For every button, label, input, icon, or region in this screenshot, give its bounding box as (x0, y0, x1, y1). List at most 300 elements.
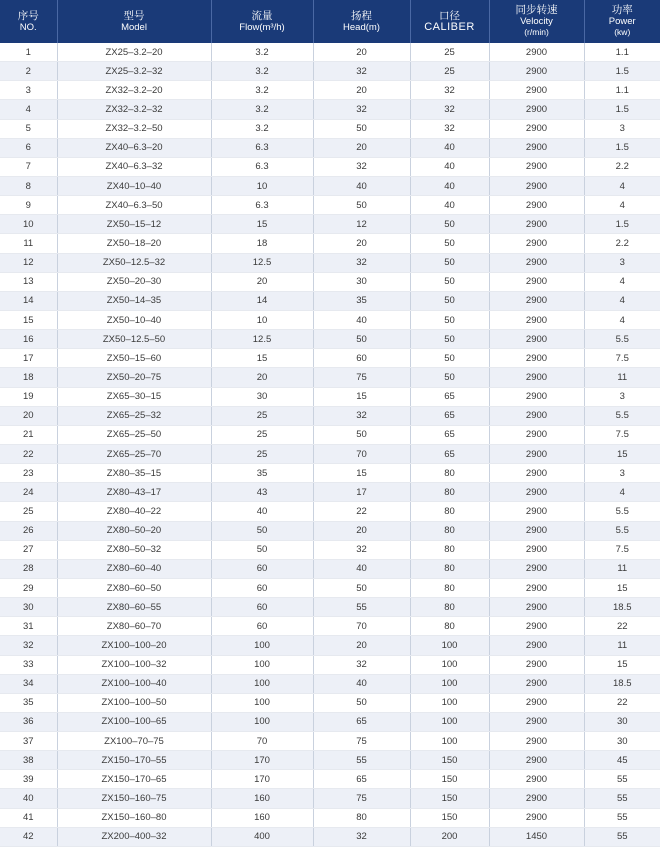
cell-power: 7.5 (584, 540, 660, 559)
cell-flow: 15 (211, 349, 313, 368)
cell-velocity: 2900 (489, 43, 584, 62)
table-row (0, 521, 660, 540)
cell-flow: 10 (211, 310, 313, 329)
cell-velocity: 2900 (489, 62, 584, 81)
cell-caliber: 25 (410, 43, 489, 62)
cell-caliber: 80 (410, 617, 489, 636)
cell-flow: 3.2 (211, 43, 313, 62)
table-row (0, 349, 660, 368)
cell-power: 30 (584, 732, 660, 751)
cell-velocity: 2900 (489, 349, 584, 368)
cell-velocity: 2900 (489, 521, 584, 540)
cell-power: 1.5 (584, 62, 660, 81)
cell-no: 18 (0, 368, 57, 387)
cell-flow: 35 (211, 464, 313, 483)
cell-power: 4 (584, 272, 660, 291)
table-row (0, 789, 660, 808)
header-model (57, 0, 211, 43)
table-row (0, 425, 660, 444)
cell-power: 2.2 (584, 234, 660, 253)
header-power (584, 0, 660, 43)
table-row (0, 176, 660, 195)
cell-model: ZX80–50–32 (57, 540, 211, 559)
cell-model: ZX32–3.2–50 (57, 119, 211, 138)
cell-model: ZX100–100–32 (57, 655, 211, 674)
cell-no: 17 (0, 349, 57, 368)
cell-no: 31 (0, 617, 57, 636)
header-caliber-en: CALIBER (411, 22, 489, 33)
cell-no: 39 (0, 770, 57, 789)
cell-head: 15 (313, 464, 410, 483)
cell-caliber: 50 (410, 310, 489, 329)
cell-head: 32 (313, 100, 410, 119)
cell-model: ZX100–100–65 (57, 712, 211, 731)
table-row (0, 598, 660, 617)
cell-no: 4 (0, 100, 57, 119)
cell-no: 26 (0, 521, 57, 540)
cell-power: 7.5 (584, 425, 660, 444)
cell-velocity: 2900 (489, 464, 584, 483)
cell-head: 15 (313, 387, 410, 406)
cell-caliber: 40 (410, 176, 489, 195)
header-caliber (410, 0, 489, 43)
cell-no: 33 (0, 655, 57, 674)
cell-velocity: 2900 (489, 444, 584, 463)
cell-model: ZX50–10–40 (57, 310, 211, 329)
cell-flow: 60 (211, 578, 313, 597)
cell-no: 28 (0, 559, 57, 578)
cell-flow: 160 (211, 789, 313, 808)
cell-power: 18.5 (584, 598, 660, 617)
cell-caliber: 50 (410, 215, 489, 234)
cell-head: 35 (313, 291, 410, 310)
cell-velocity: 2900 (489, 330, 584, 349)
cell-flow: 12.5 (211, 253, 313, 272)
cell-caliber: 25 (410, 62, 489, 81)
table-row (0, 291, 660, 310)
header-head-en: Head(m) (314, 22, 410, 33)
cell-power: 5.5 (584, 521, 660, 540)
cell-model: ZX150–170–55 (57, 751, 211, 770)
cell-model: ZX100–100–50 (57, 693, 211, 712)
cell-head: 32 (313, 540, 410, 559)
cell-flow: 15 (211, 215, 313, 234)
cell-power: 18.5 (584, 674, 660, 693)
cell-no: 6 (0, 138, 57, 157)
cell-flow: 20 (211, 272, 313, 291)
cell-velocity: 2900 (489, 559, 584, 578)
cell-no: 10 (0, 215, 57, 234)
cell-velocity: 2900 (489, 368, 584, 387)
cell-model: ZX40–6.3–50 (57, 196, 211, 215)
cell-velocity: 2900 (489, 674, 584, 693)
cell-caliber: 100 (410, 732, 489, 751)
cell-caliber: 80 (410, 559, 489, 578)
cell-caliber: 80 (410, 521, 489, 540)
cell-no: 23 (0, 464, 57, 483)
cell-no: 15 (0, 310, 57, 329)
cell-head: 30 (313, 272, 410, 291)
cell-no: 25 (0, 502, 57, 521)
table-row (0, 636, 660, 655)
cell-velocity: 2900 (489, 770, 584, 789)
table-row (0, 100, 660, 119)
cell-caliber: 100 (410, 674, 489, 693)
cell-flow: 25 (211, 425, 313, 444)
cell-caliber: 100 (410, 712, 489, 731)
cell-power: 2.2 (584, 157, 660, 176)
cell-caliber: 50 (410, 368, 489, 387)
cell-model: ZX50–12.5–32 (57, 253, 211, 272)
cell-caliber: 80 (410, 540, 489, 559)
cell-model: ZX65–25–50 (57, 425, 211, 444)
table-row (0, 483, 660, 502)
cell-power: 11 (584, 368, 660, 387)
cell-flow: 43 (211, 483, 313, 502)
cell-flow: 12.5 (211, 330, 313, 349)
table-row (0, 827, 660, 846)
cell-model: ZX150–170–65 (57, 770, 211, 789)
cell-velocity: 2900 (489, 636, 584, 655)
cell-velocity: 2900 (489, 732, 584, 751)
cell-power: 3 (584, 253, 660, 272)
cell-model: ZX100–100–40 (57, 674, 211, 693)
cell-model: ZX80–60–50 (57, 578, 211, 597)
cell-caliber: 80 (410, 483, 489, 502)
cell-velocity: 2900 (489, 712, 584, 731)
cell-head: 20 (313, 521, 410, 540)
cell-model: ZX80–43–17 (57, 483, 211, 502)
table-body (0, 43, 660, 846)
cell-flow: 10 (211, 176, 313, 195)
cell-power: 4 (584, 483, 660, 502)
cell-head: 65 (313, 712, 410, 731)
cell-model: ZX25–3.2–20 (57, 43, 211, 62)
cell-velocity: 2900 (489, 176, 584, 195)
cell-no: 34 (0, 674, 57, 693)
cell-head: 80 (313, 808, 410, 827)
cell-velocity: 2900 (489, 406, 584, 425)
cell-no: 36 (0, 712, 57, 731)
header-velocity-unit: (r/min) (490, 27, 584, 38)
header-power-zh: 功率 (585, 5, 660, 16)
cell-power: 15 (584, 655, 660, 674)
cell-head: 12 (313, 215, 410, 234)
cell-flow: 50 (211, 540, 313, 559)
cell-power: 55 (584, 789, 660, 808)
cell-flow: 170 (211, 770, 313, 789)
cell-caliber: 32 (410, 81, 489, 100)
cell-velocity: 2900 (489, 234, 584, 253)
cell-head: 55 (313, 751, 410, 770)
cell-head: 75 (313, 789, 410, 808)
cell-power: 15 (584, 578, 660, 597)
cell-caliber: 80 (410, 502, 489, 521)
cell-model: ZX100–70–75 (57, 732, 211, 751)
cell-flow: 18 (211, 234, 313, 253)
cell-flow: 400 (211, 827, 313, 846)
cell-velocity: 2900 (489, 808, 584, 827)
cell-no: 3 (0, 81, 57, 100)
cell-model: ZX200–400–32 (57, 827, 211, 846)
table-row (0, 330, 660, 349)
cell-velocity: 2900 (489, 789, 584, 808)
cell-model: ZX80–60–55 (57, 598, 211, 617)
header-model-en: Model (58, 22, 211, 33)
cell-caliber: 40 (410, 196, 489, 215)
cell-head: 40 (313, 176, 410, 195)
table-row (0, 272, 660, 291)
cell-head: 75 (313, 732, 410, 751)
cell-flow: 100 (211, 712, 313, 731)
cell-power: 3 (584, 464, 660, 483)
header-power-unit: (kw) (585, 27, 660, 38)
cell-velocity: 2900 (489, 540, 584, 559)
cell-no: 42 (0, 827, 57, 846)
cell-flow: 100 (211, 674, 313, 693)
cell-head: 60 (313, 349, 410, 368)
header-velocity-zh: 同步转速 (490, 5, 584, 16)
cell-power: 22 (584, 693, 660, 712)
cell-head: 40 (313, 674, 410, 693)
cell-no: 16 (0, 330, 57, 349)
cell-model: ZX40–6.3–20 (57, 138, 211, 157)
cell-caliber: 65 (410, 444, 489, 463)
cell-velocity: 2900 (489, 693, 584, 712)
table-row (0, 196, 660, 215)
cell-flow: 170 (211, 751, 313, 770)
table-row (0, 712, 660, 731)
cell-flow: 6.3 (211, 157, 313, 176)
cell-velocity: 2900 (489, 310, 584, 329)
header-head-zh: 扬程 (314, 11, 410, 22)
cell-head: 75 (313, 368, 410, 387)
cell-flow: 100 (211, 655, 313, 674)
cell-head: 50 (313, 119, 410, 138)
cell-caliber: 50 (410, 291, 489, 310)
cell-caliber: 50 (410, 253, 489, 272)
cell-power: 4 (584, 310, 660, 329)
cell-no: 41 (0, 808, 57, 827)
cell-head: 65 (313, 770, 410, 789)
cell-power: 30 (584, 712, 660, 731)
cell-velocity: 2900 (489, 157, 584, 176)
cell-power: 5.5 (584, 502, 660, 521)
cell-no: 21 (0, 425, 57, 444)
cell-model: ZX32–3.2–20 (57, 81, 211, 100)
cell-flow: 30 (211, 387, 313, 406)
cell-power: 55 (584, 827, 660, 846)
cell-velocity: 2900 (489, 119, 584, 138)
cell-head: 50 (313, 330, 410, 349)
cell-head: 17 (313, 483, 410, 502)
cell-head: 70 (313, 617, 410, 636)
cell-head: 50 (313, 196, 410, 215)
cell-flow: 20 (211, 368, 313, 387)
cell-power: 55 (584, 770, 660, 789)
cell-model: ZX80–50–20 (57, 521, 211, 540)
header-head (313, 0, 410, 43)
header-no-zh: 序号 (0, 11, 57, 22)
cell-velocity: 2900 (489, 215, 584, 234)
cell-model: ZX150–160–75 (57, 789, 211, 808)
cell-caliber: 50 (410, 234, 489, 253)
cell-head: 55 (313, 598, 410, 617)
cell-model: ZX50–15–12 (57, 215, 211, 234)
cell-velocity: 1450 (489, 827, 584, 846)
cell-no: 19 (0, 387, 57, 406)
cell-caliber: 80 (410, 598, 489, 617)
table-row (0, 81, 660, 100)
cell-caliber: 100 (410, 636, 489, 655)
cell-caliber: 80 (410, 578, 489, 597)
table-row (0, 540, 660, 559)
cell-model: ZX50–20–30 (57, 272, 211, 291)
cell-power: 5.5 (584, 330, 660, 349)
cell-power: 1.5 (584, 215, 660, 234)
cell-model: ZX25–3.2–32 (57, 62, 211, 81)
header-velocity (489, 0, 584, 43)
table-row (0, 62, 660, 81)
cell-model: ZX50–18–20 (57, 234, 211, 253)
cell-head: 20 (313, 43, 410, 62)
cell-model: ZX80–60–40 (57, 559, 211, 578)
cell-model: ZX80–35–15 (57, 464, 211, 483)
cell-head: 32 (313, 406, 410, 425)
cell-caliber: 100 (410, 693, 489, 712)
cell-flow: 40 (211, 502, 313, 521)
cell-power: 55 (584, 808, 660, 827)
table-header-row (0, 0, 660, 43)
cell-no: 27 (0, 540, 57, 559)
cell-flow: 14 (211, 291, 313, 310)
table-row (0, 693, 660, 712)
cell-no: 37 (0, 732, 57, 751)
cell-flow: 3.2 (211, 100, 313, 119)
cell-velocity: 2900 (489, 81, 584, 100)
cell-model: ZX32–3.2–32 (57, 100, 211, 119)
cell-model: ZX65–30–15 (57, 387, 211, 406)
cell-caliber: 65 (410, 425, 489, 444)
table-row (0, 157, 660, 176)
table-row (0, 559, 660, 578)
cell-power: 3 (584, 387, 660, 406)
cell-no: 24 (0, 483, 57, 502)
table-row (0, 253, 660, 272)
cell-head: 70 (313, 444, 410, 463)
cell-caliber: 50 (410, 349, 489, 368)
cell-head: 20 (313, 234, 410, 253)
header-velocity-en: Velocity (490, 16, 584, 27)
cell-model: ZX65–25–32 (57, 406, 211, 425)
table-row (0, 732, 660, 751)
cell-head: 40 (313, 310, 410, 329)
cell-head: 32 (313, 827, 410, 846)
cell-no: 8 (0, 176, 57, 195)
cell-head: 40 (313, 559, 410, 578)
cell-power: 1.5 (584, 138, 660, 157)
cell-no: 29 (0, 578, 57, 597)
cell-caliber: 150 (410, 808, 489, 827)
cell-caliber: 150 (410, 770, 489, 789)
cell-flow: 60 (211, 617, 313, 636)
cell-caliber: 150 (410, 751, 489, 770)
cell-velocity: 2900 (489, 578, 584, 597)
cell-head: 32 (313, 655, 410, 674)
cell-no: 9 (0, 196, 57, 215)
cell-flow: 25 (211, 406, 313, 425)
cell-caliber: 80 (410, 464, 489, 483)
cell-flow: 70 (211, 732, 313, 751)
table-row (0, 387, 660, 406)
table-row (0, 578, 660, 597)
cell-velocity: 2900 (489, 598, 584, 617)
cell-caliber: 50 (410, 272, 489, 291)
header-flow-zh: 流量 (212, 11, 313, 22)
header-power-en: Power (585, 16, 660, 27)
cell-power: 3 (584, 119, 660, 138)
table-row (0, 43, 660, 62)
cell-no: 2 (0, 62, 57, 81)
cell-caliber: 65 (410, 387, 489, 406)
table-row (0, 368, 660, 387)
cell-velocity: 2900 (489, 751, 584, 770)
cell-no: 14 (0, 291, 57, 310)
cell-power: 15 (584, 444, 660, 463)
table-row (0, 138, 660, 157)
cell-velocity: 2900 (489, 291, 584, 310)
cell-velocity: 2900 (489, 502, 584, 521)
cell-velocity: 2900 (489, 272, 584, 291)
cell-head: 50 (313, 425, 410, 444)
cell-power: 11 (584, 636, 660, 655)
cell-head: 20 (313, 636, 410, 655)
cell-no: 12 (0, 253, 57, 272)
table-row (0, 234, 660, 253)
cell-flow: 25 (211, 444, 313, 463)
cell-flow: 60 (211, 598, 313, 617)
cell-model: ZX65–25–70 (57, 444, 211, 463)
cell-no: 30 (0, 598, 57, 617)
table-row (0, 674, 660, 693)
cell-flow: 50 (211, 521, 313, 540)
header-flow (211, 0, 313, 43)
cell-model: ZX40–6.3–32 (57, 157, 211, 176)
cell-power: 22 (584, 617, 660, 636)
cell-power: 7.5 (584, 349, 660, 368)
cell-flow: 160 (211, 808, 313, 827)
cell-no: 32 (0, 636, 57, 655)
cell-caliber: 150 (410, 789, 489, 808)
cell-power: 1.1 (584, 43, 660, 62)
cell-head: 32 (313, 62, 410, 81)
table-row (0, 808, 660, 827)
cell-velocity: 2900 (489, 196, 584, 215)
cell-velocity: 2900 (489, 617, 584, 636)
cell-velocity: 2900 (489, 100, 584, 119)
cell-flow: 6.3 (211, 138, 313, 157)
header-no-en: NO. (0, 22, 57, 33)
table-row (0, 464, 660, 483)
cell-model: ZX100–100–20 (57, 636, 211, 655)
cell-flow: 100 (211, 693, 313, 712)
cell-head: 50 (313, 693, 410, 712)
cell-power: 45 (584, 751, 660, 770)
table-row (0, 770, 660, 789)
cell-caliber: 32 (410, 100, 489, 119)
cell-flow: 6.3 (211, 196, 313, 215)
cell-caliber: 40 (410, 157, 489, 176)
